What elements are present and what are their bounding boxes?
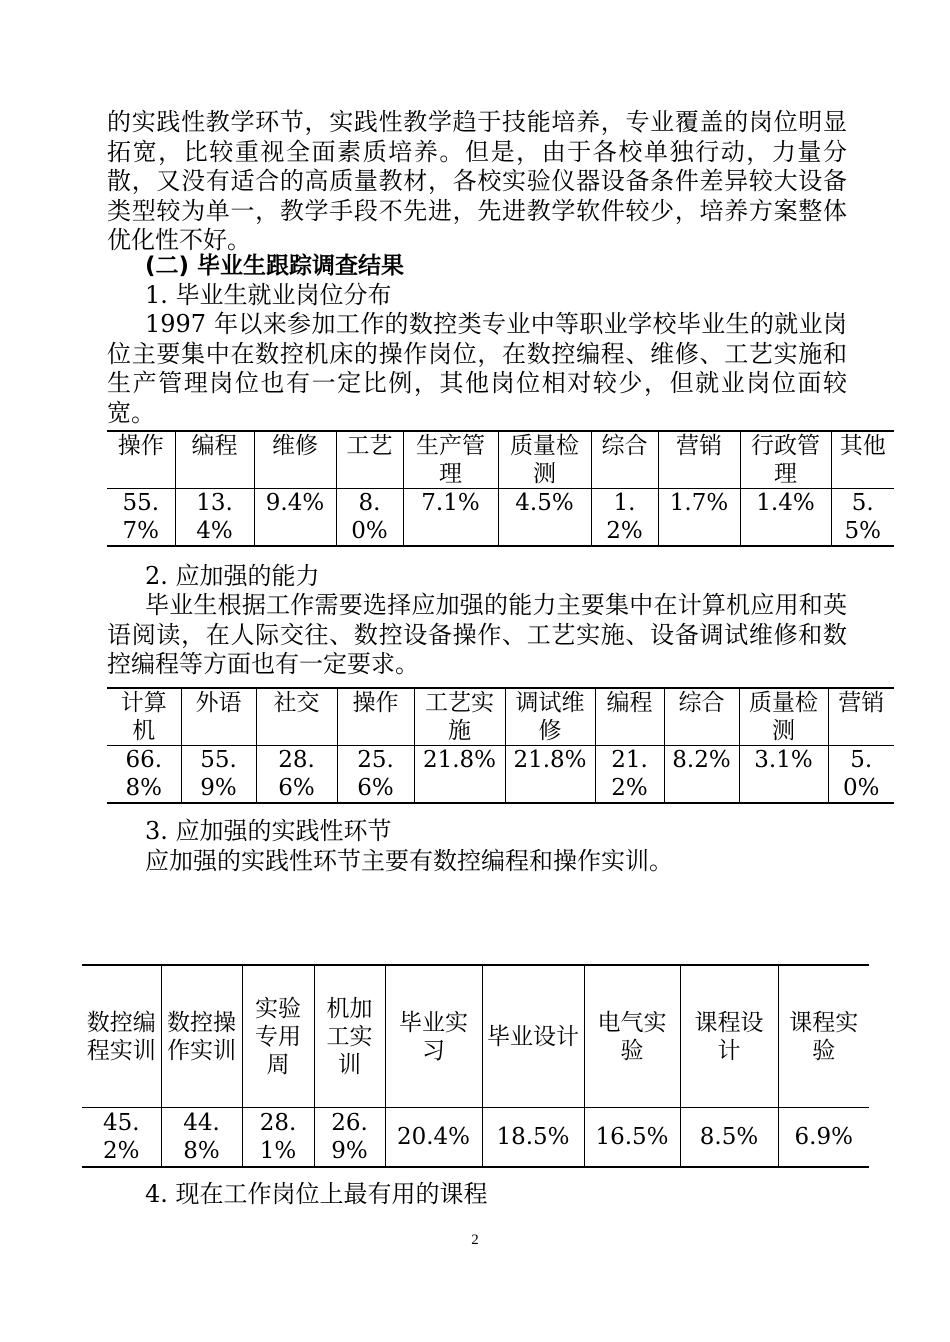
header-cell: 操作 <box>337 688 414 746</box>
table-header-row <box>107 688 894 746</box>
header-cell: 行政管理 <box>740 431 831 489</box>
page-number: 2 <box>471 1232 479 1248</box>
sub2-paragraph: 毕业生根据工作需要选择应加强的能力主要集中在计算机应用和英语阅读，在人际交往、数控设备操作、工艺实施、设备调试维修和数控编程等方面也有一定要求。 <box>107 591 847 678</box>
table-value-row <box>82 1108 869 1168</box>
header-cell: 毕业实习 <box>385 965 482 1108</box>
sub3-title: 3. 应加强的实践性环节 <box>145 817 392 845</box>
practice-table <box>82 964 869 1168</box>
header-cell: 营销 <box>658 431 740 489</box>
table-header-row <box>82 965 869 1108</box>
header-cell: 外语 <box>181 688 256 746</box>
header-cell: 课程实验 <box>778 965 869 1108</box>
header-cell: 课程设计 <box>680 965 778 1108</box>
value-cell: 8.5% <box>680 1108 778 1168</box>
value-cell: 28.1% <box>242 1108 314 1168</box>
header-cell: 数控操作实训 <box>161 965 242 1108</box>
header-cell: 社交 <box>256 688 337 746</box>
header-cell: 操作 <box>107 431 175 489</box>
header-cell: 毕业设计 <box>482 965 584 1108</box>
header-cell: 工艺实施 <box>414 688 505 746</box>
header-cell: 数控编程实训 <box>82 965 161 1108</box>
sub2-title: 2. 应加强的能力 <box>145 562 320 590</box>
sub1-paragraph: 1997 年以来参加工作的数控类专业中等职业学校毕业生的就业岗位主要集中在数控机床的操作岗位，在数控编程、维修、工艺实施和生产管理岗位也有一定比例，其他岗位相对较少，但就业岗位面较宽。 <box>107 310 847 427</box>
header-cell: 质量检测 <box>498 431 591 489</box>
header-cell: 计算机 <box>107 688 181 746</box>
value-cell: 55.7% <box>107 489 175 547</box>
header-cell: 综合 <box>664 688 739 746</box>
table-value-row <box>107 746 894 804</box>
value-cell: 9.4% <box>254 489 336 547</box>
header-cell: 维修 <box>254 431 336 489</box>
value-cell: 1.7% <box>658 489 740 547</box>
value-cell: 16.5% <box>584 1108 680 1168</box>
value-cell: 1.2% <box>591 489 658 547</box>
sub3-paragraph: 应加强的实践性环节主要有数控编程和操作实训。 <box>145 847 673 875</box>
header-cell: 编程 <box>595 688 664 746</box>
value-cell: 7.1% <box>403 489 498 547</box>
intro-paragraph: 的实践性教学环节，实践性教学趋于技能培养，专业覆盖的岗位明显拓宽，比较重视全面素质培养。但是，由于各校单独行动，力量分散，又没有适合的高质量教材，各校实验仪器设备条件差异较大设备类型较为单一，教学手段不先进，先进教学软件较少，培养方案整体优化性不好。 <box>107 108 847 254</box>
value-cell: 6.9% <box>778 1108 869 1168</box>
value-cell: 13.4% <box>175 489 254 547</box>
ability-table <box>107 687 894 804</box>
value-cell: 8.0% <box>336 489 403 547</box>
sub1-title: 1. 毕业生就业岗位分布 <box>145 281 392 309</box>
value-cell: 18.5% <box>482 1108 584 1168</box>
value-cell: 45.2% <box>82 1108 161 1168</box>
header-cell: 营销 <box>828 688 894 746</box>
value-cell: 1.4% <box>740 489 831 547</box>
header-cell: 质量检测 <box>739 688 828 746</box>
header-cell: 电气实验 <box>584 965 680 1108</box>
header-cell: 其他 <box>831 431 894 489</box>
header-cell: 调试维修 <box>505 688 595 746</box>
header-cell: 综合 <box>591 431 658 489</box>
value-cell: 5.0% <box>828 746 894 804</box>
table-value-row <box>107 489 894 547</box>
value-cell: 20.4% <box>385 1108 482 1168</box>
job-distribution-table <box>107 430 894 547</box>
value-cell: 4.5% <box>498 489 591 547</box>
value-cell: 21.8% <box>505 746 595 804</box>
value-cell: 25.6% <box>337 746 414 804</box>
value-cell: 21.2% <box>595 746 664 804</box>
table-header-row <box>107 431 894 489</box>
value-cell: 5.5% <box>831 489 894 547</box>
section-heading: (二) 毕业生跟踪调查结果 <box>145 253 405 279</box>
header-cell: 生产管理 <box>403 431 498 489</box>
value-cell: 55.9% <box>181 746 256 804</box>
value-cell: 28.6% <box>256 746 337 804</box>
value-cell: 44.8% <box>161 1108 242 1168</box>
sub4-title: 4. 现在工作岗位上最有用的课程 <box>145 1180 488 1208</box>
value-cell: 21.8% <box>414 746 505 804</box>
value-cell: 3.1% <box>739 746 828 804</box>
header-cell: 工艺 <box>336 431 403 489</box>
value-cell: 26.9% <box>314 1108 385 1168</box>
value-cell: 66.8% <box>107 746 181 804</box>
header-cell: 机加工实训 <box>314 965 385 1108</box>
header-cell: 编程 <box>175 431 254 489</box>
header-cell: 实验专用周 <box>242 965 314 1108</box>
value-cell: 8.2% <box>664 746 739 804</box>
